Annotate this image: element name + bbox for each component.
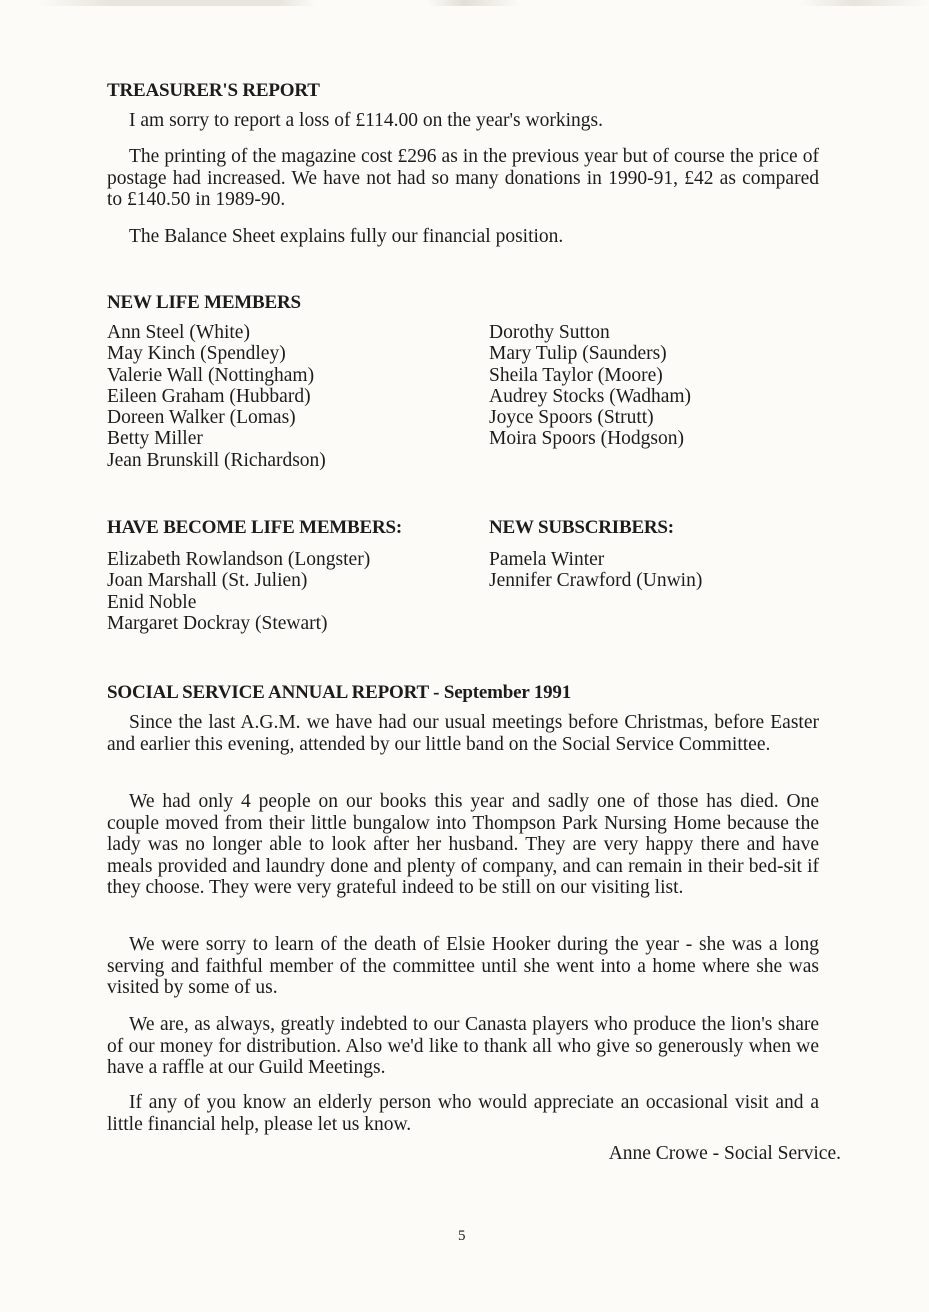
social-service-paragraph-2: We had only 4 people on our books this year and sadly one of those has died. One couple moved from their little bungalow into Thompson Park Nursing Home because the lady was no longer able to look after her husband. They are very happy there and have meals provided and laundry done and plenty of company, and can remain in their bed-sit if they choose. They were very grateful indeed to be still on our visiting list. (107, 791, 819, 898)
list-item: Jennifer Crawford (Unwin) (489, 570, 703, 592)
social-service-heading: SOCIAL SERVICE ANNUAL REPORT - September 1991 (107, 682, 572, 703)
list-item: Moira Spoors (Hodgson) (489, 428, 684, 450)
list-item: Mary Tulip (Saunders) (489, 343, 667, 365)
list-item: Pamela Winter (489, 549, 605, 570)
list-item: Audrey Stocks (Wadham) (489, 385, 692, 407)
new-life-members-left-list (107, 322, 326, 471)
have-become-life-members-heading: HAVE BECOME LIFE MEMBERS: (107, 517, 402, 538)
social-service-paragraph-5: If any of you know an elderly person who would appreciate an occasional visit and a little financial help, please let us know. (107, 1092, 819, 1135)
have-become-life-members-list (107, 549, 370, 634)
list-item: Betty Miller (107, 428, 203, 450)
treasurer-paragraph-1: I am sorry to report a loss of £114.00 on the year's workings. (129, 110, 603, 131)
treasurer-paragraph-2: The printing of the magazine cost £296 as in the previous year but of course the price of postage had increased. We have not had so many donations in 1990-91, £42 as compared to £140.50 in 1989-90. (107, 146, 819, 210)
top-edge (0, 0, 929, 6)
treasurer-heading: TREASURER'S REPORT (107, 80, 320, 101)
list-item: Margaret Dockray (Stewart) (107, 612, 328, 634)
list-item: Valerie Wall (Nottingham) (107, 364, 315, 386)
list-item: Jean Brunskill (Richardson) (107, 449, 326, 471)
new-subscribers-heading: NEW SUBSCRIBERS: (489, 517, 674, 538)
social-service-paragraph-1: Since the last A.G.M. we have had our usual meetings before Christmas, before Easter and earlier this evening, attended by our little band on the Social Service Committee. (107, 712, 819, 755)
list-item: Dorothy Sutton (489, 322, 610, 343)
list-item: Eileen Graham (Hubbard) (107, 385, 311, 407)
new-life-members-right-list (489, 322, 691, 450)
list-item: May Kinch (Spendley) (107, 343, 286, 365)
list-item: Doreen Walker (Lomas) (107, 407, 296, 429)
signature: Anne Crowe - Social Service. (608, 1143, 841, 1164)
list-item: Ann Steel (White) (107, 322, 250, 343)
new-life-members-heading: NEW LIFE MEMBERS (107, 292, 301, 313)
list-item: Sheila Taylor (Moore) (489, 364, 663, 386)
list-item: Enid Noble (107, 591, 197, 613)
page-number: 5 (458, 1228, 466, 1244)
list-item: Joan Marshall (St. Julien) (107, 570, 308, 592)
list-item: Joyce Spoors (Strutt) (489, 407, 654, 429)
social-service-paragraph-4: We are, as always, greatly indebted to our Canasta players who produce the lion's share of our money for distribution. Also we'd like to thank all who give so generously when we have a raffle at our Guild Meetings. (107, 1014, 819, 1078)
treasurer-paragraph-3: The Balance Sheet explains fully our financial position. (129, 226, 564, 247)
new-subscribers-list (489, 549, 702, 592)
list-item: Elizabeth Rowlandson (Longster) (107, 549, 371, 570)
social-service-paragraph-3: We were sorry to learn of the death of Elsie Hooker during the year - she was a long serving and faithful member of the committee until she went into a home where she was visited by some of us. (107, 934, 819, 998)
